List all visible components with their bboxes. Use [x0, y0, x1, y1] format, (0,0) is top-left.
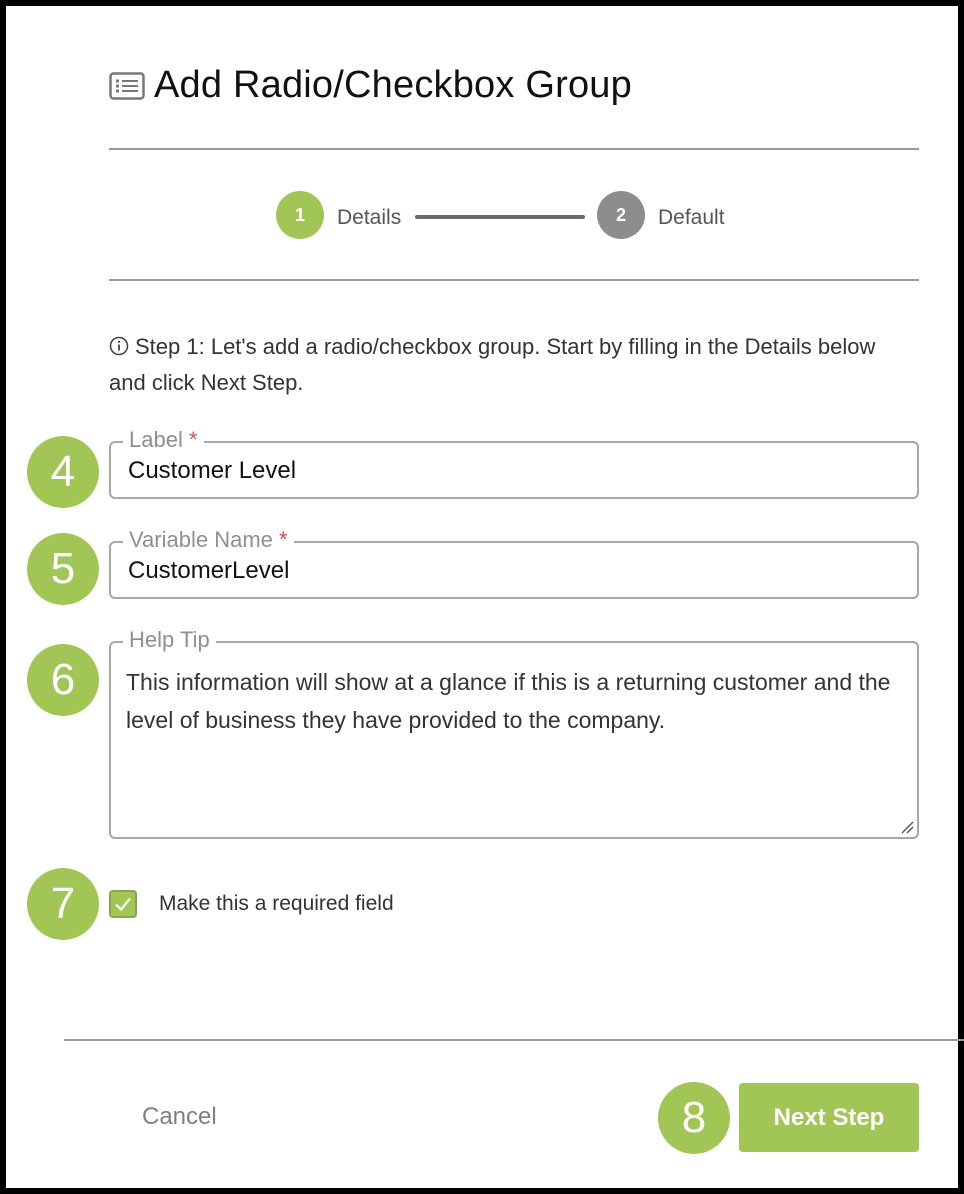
instructions-text: Step 1: Let's add a radio/checkbox group. Start by filling in the Details below and click Next Step.: [109, 334, 876, 395]
variable-name-input-value[interactable]: CustomerLevel: [128, 557, 290, 584]
step-1-label: Details: [337, 206, 402, 229]
next-step-button[interactable]: Next Step: [739, 1083, 919, 1152]
stepper-divider: [109, 279, 919, 281]
variable-name-field[interactable]: [109, 527, 919, 599]
callout-badge: 7: [27, 868, 99, 940]
resize-handle-icon[interactable]: [900, 820, 914, 834]
help-tip-legend: Help Tip: [123, 627, 216, 653]
checkmark-icon: [113, 894, 133, 914]
step-2-indicator[interactable]: 2: [597, 191, 645, 239]
callout-badge: 6: [27, 644, 99, 716]
required-field-checkbox[interactable]: [109, 890, 137, 918]
step-instructions: [109, 329, 909, 401]
label-input-value[interactable]: Customer Level: [128, 457, 297, 484]
label-field-legend: Label *: [123, 427, 204, 453]
info-icon: [109, 336, 129, 356]
help-tip-value[interactable]: This information will show at a glance if this is a returning customer and the level of business they have provided to the company.: [126, 669, 891, 733]
help-tip-textarea[interactable]: [109, 627, 919, 839]
header-divider: [109, 148, 919, 150]
variable-name-legend: Variable Name *: [123, 527, 294, 553]
dialog-header: [109, 64, 632, 107]
cancel-button[interactable]: Cancel: [142, 1103, 217, 1130]
callout-badge: 8: [658, 1082, 730, 1154]
callout-badge: 5: [27, 533, 99, 605]
footer-divider: [64, 1039, 964, 1041]
callout-badge: 4: [27, 436, 99, 508]
step-1-indicator[interactable]: 1: [276, 191, 324, 239]
required-mark: *: [279, 527, 288, 552]
list-icon: [109, 72, 145, 100]
required-mark: *: [188, 427, 198, 452]
required-field-label[interactable]: Make this a required field: [159, 892, 394, 915]
page-title: Add Radio/Checkbox Group: [154, 64, 632, 106]
label-field[interactable]: [109, 427, 919, 499]
stepper-connector: [415, 215, 585, 219]
step-2-label: Default: [658, 206, 725, 229]
